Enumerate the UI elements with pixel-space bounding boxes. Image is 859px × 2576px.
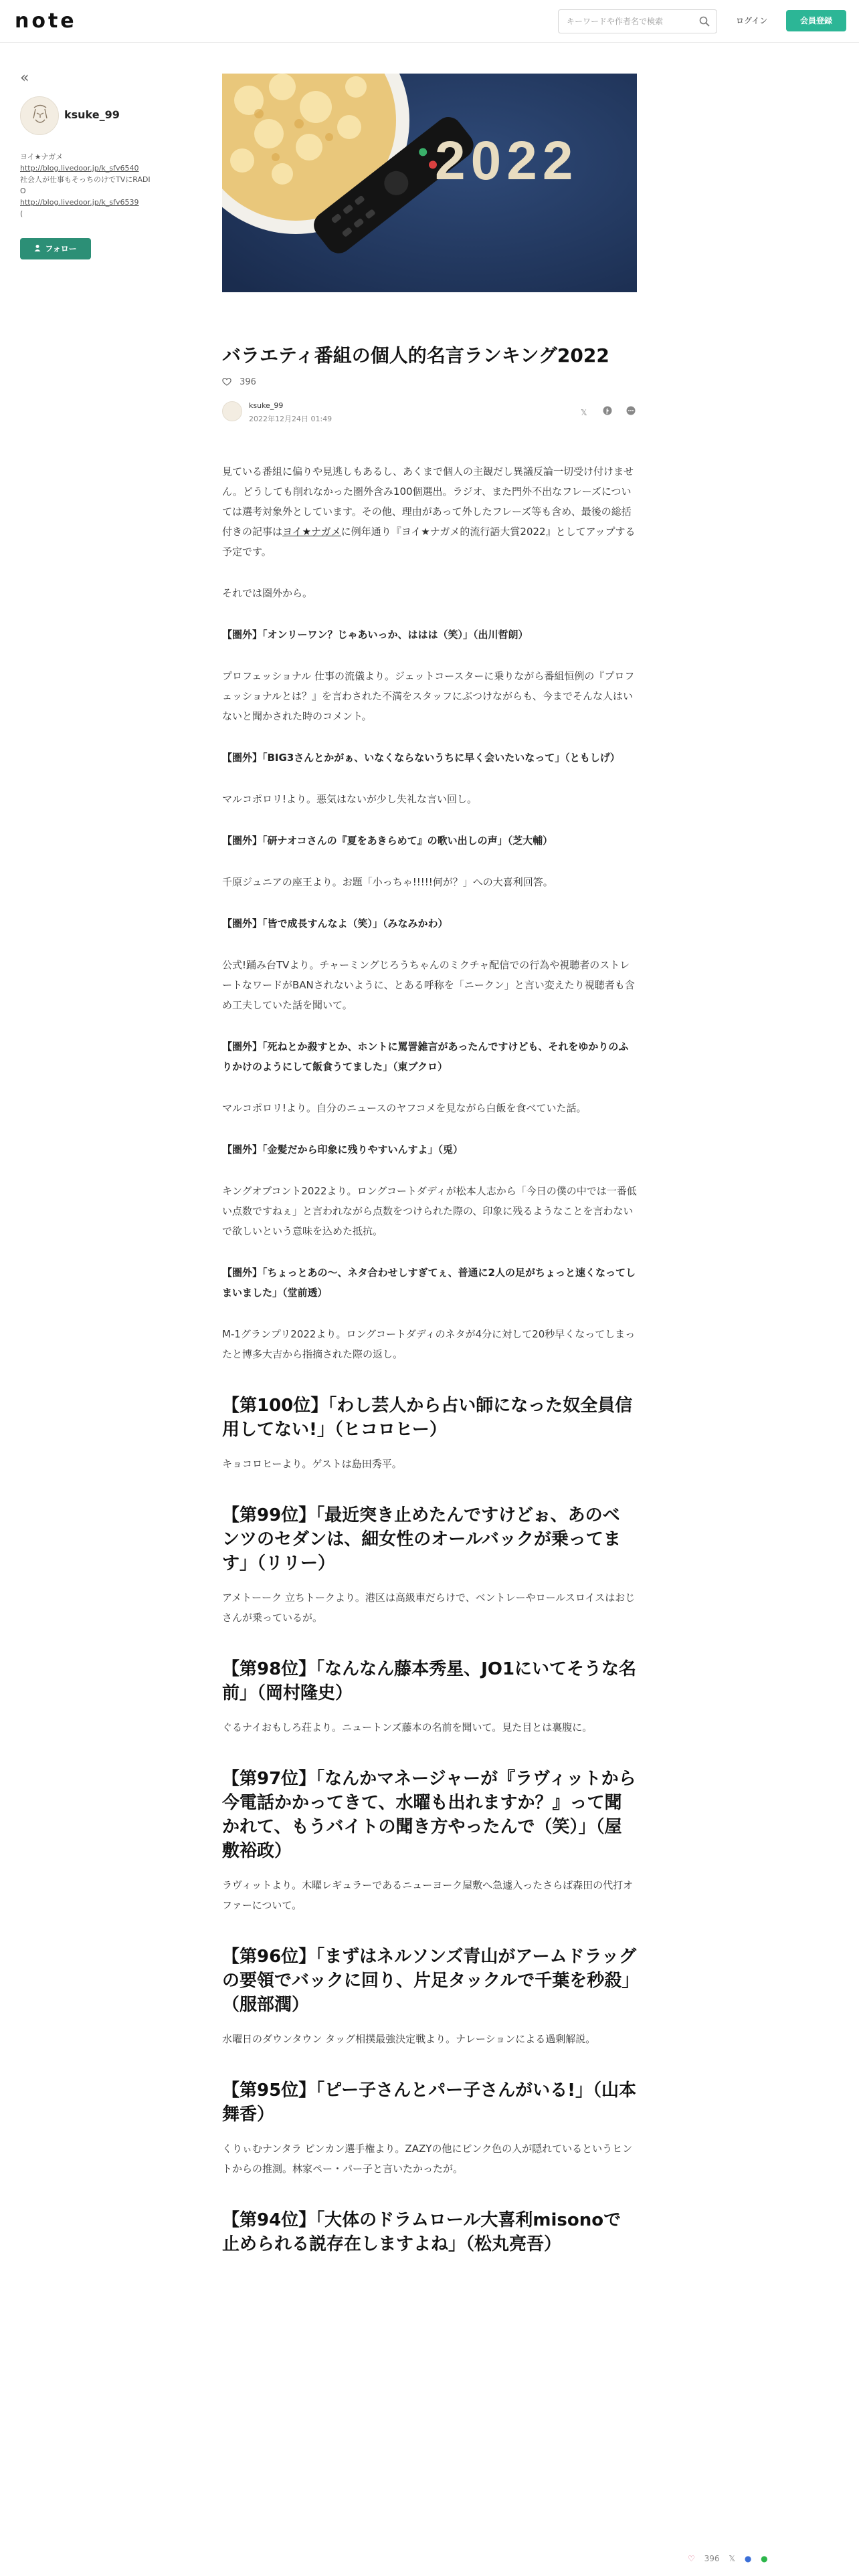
user-plus-icon: [34, 244, 42, 252]
rank-heading: 【第98位】「なんなん藤本秀星、JO1にいてそうな名前」（岡村隆史）: [222, 1659, 637, 1703]
rank-note: ラヴィットより。木曜レギュラーであるニューヨーク屋敷へ急遽入ったさらば森田の代打オファーについて。: [222, 1879, 634, 1911]
x-share-icon[interactable]: 𝕏: [580, 408, 587, 417]
intro-text: 見ている番組に偏りや見逃しもあるし、あくまで個人の主観だし異議反論一切受け付けません。どうしても削れなかった圏外含み100個選出。ラジオ、また門外不出なフレーズについては選考対象外としています。その他、理由があって外したフレーズ等も含め、最後の総括付きの記事は: [222, 465, 634, 538]
author-avatar[interactable]: [222, 401, 242, 421]
floating-like-count: 396: [704, 2554, 720, 2563]
heart-icon[interactable]: [222, 377, 231, 386]
out-of-rank-quote: 【圏外】「死ねとか殺すとか、ホントに罵詈雑言があったんですけども、それをゆかりのふりかけのようにして飯食うてました」（東ブクロ）: [222, 1041, 629, 1073]
quote-note: キングオブコント2022より。ロングコートダディが松本人志から「今日の僕の中では一番低い点数ですねぇ」と言われながら点数をつけられた際の、印象に残るようなことを言わないで欲しいという意味を込めた抵抗。: [222, 1185, 637, 1237]
quote-note: マルコポロリ!より。自分のニュースのヤフコメを見ながら白飯を食べていた話。: [222, 1102, 587, 1114]
bio-line: (: [20, 209, 23, 218]
out-of-rank-quote: 【圏外】「金髪だから印象に残りやすいんすよ」（兎）: [222, 1144, 464, 1156]
floating-action-bar: [681, 2549, 846, 2568]
floating-heart-icon[interactable]: ♡: [688, 2554, 695, 2563]
out-of-rank-quote: 【圏外】「研ナオコさんの『夏をあきらめて』の歌い出しの声」（芝大輔）: [222, 835, 553, 847]
rank-note: 水曜日のダウンタウン タッグ相撲最強決定戦より。ナレーションによる過剰解説。: [222, 2033, 596, 2045]
author-row: [222, 399, 637, 428]
share-icons: [570, 405, 637, 419]
facebook-share-icon[interactable]: [601, 406, 613, 418]
author-name[interactable]: ksuke_99: [249, 401, 284, 410]
avatar-sketch-icon: [21, 97, 60, 136]
note-logo[interactable]: note: [15, 9, 77, 33]
rank-heading: 【第94位】「大体のドラムロール大喜利misonoで止められる説存在しますよね」（松丸亮吾）: [222, 2210, 622, 2254]
rank-heading: 【第100位】「わし芸人から占い師になった奴全員信用してない!」（ヒコロヒー）: [222, 1396, 633, 1440]
rank-note: ぐるナイおもしろ荘より。ニュートンズ藤本の名前を聞いて。見た目とは裏腹に。: [222, 1721, 593, 1733]
article-title: バラエティ番組の個人的名言ランキング2022: [222, 344, 609, 366]
follow-label: フォロー: [45, 244, 77, 253]
search-box[interactable]: [558, 9, 717, 33]
floating-x-icon[interactable]: 𝕏: [729, 2554, 735, 2563]
quote-note: 千原ジュニアの座王より。お題「小っちゃ!!!!!何が？」への大喜利回答。: [222, 876, 553, 888]
rank-heading: 【第97位】「なんかマネージャーが『ラヴィットから今電話かかってきて、水曜も出れますか？』って聞かれて、もうバイトの聞き方やったんで（笑）」（屋敷裕政）: [222, 1769, 636, 1861]
bio-link[interactable]: http://blog.livedoor.jp/k_sfv6540: [20, 164, 139, 173]
paragraph: それでは圏外から。: [222, 587, 313, 599]
register-button[interactable]: 会員登録: [786, 10, 846, 31]
follow-button[interactable]: [20, 238, 91, 259]
floating-facebook-icon[interactable]: ●: [744, 2554, 752, 2563]
bio-link[interactable]: http://blog.livedoor.jp/k_sfv6539: [20, 198, 139, 207]
floating-line-icon[interactable]: ●: [761, 2554, 768, 2563]
publish-date: 2022年12月24日 01:49: [249, 415, 332, 423]
hero-image: [222, 74, 637, 292]
out-of-rank-quote: 【圏外】「皆で成長すんなよ（笑）」（みなみかわ）: [222, 918, 448, 930]
site-header: [0, 0, 859, 43]
quote-note: M-1グランプリ2022より。ロングコートダディのネタが4分に対して20秒早くなってしまったと博多大吉から指摘された際の返し。: [222, 1328, 636, 1360]
quote-note: マルコポロリ!より。悪気はないが少し失礼な言い回し。: [222, 793, 478, 805]
rank-heading: 【第95位】「ピー子さんとパー子さんがいる!」（山本舞香）: [222, 2080, 636, 2125]
intro-text: に例年通り『ヨイ★ナガメ的流行語大賞2022』としてアップする予定です。: [222, 526, 636, 558]
bio-line: ヨイ★ナガメ: [20, 152, 64, 161]
intro-link[interactable]: ヨイ★ナガメ: [282, 526, 341, 538]
rank-note: くりぃむナンタラ ピンカン選手権より。ZAZYの他にピンク色の人が隠れているというヒントからの推測。林家ペー・パー子と言いたかったが。: [222, 2143, 633, 2175]
search-icon[interactable]: [699, 16, 710, 27]
rank-note: アメトーーク 立ちトークより。港区は高級車だらけで、ベントレーやロールスロイスはおじさんが乗っているが。: [222, 1592, 636, 1624]
out-of-rank-quote: 【圏外】「BIG3さんとかがぁ、いなくならないうちに早く会いたいなって」（ともしげ）: [222, 752, 620, 764]
rank-note: キョコロヒーより。ゲストは島田秀平。: [222, 1458, 402, 1470]
out-of-rank-quote: 【圏外】「ちょっとあの〜、ネタ合わせしすぎてぇ、普通に2人の足がちょっと速くなってしまいました」（堂前透）: [222, 1267, 636, 1299]
like-row[interactable]: [222, 377, 256, 387]
user-bio: [20, 151, 151, 219]
rank-heading: 【第99位】「最近突き止めたんですけどぉ、あのベンツのセダンは、細女性のオールバックが乗ってます」（リリー）: [222, 1505, 621, 1574]
like-count: 396: [240, 377, 256, 387]
collapse-sidebar-icon[interactable]: «: [20, 70, 29, 86]
quote-note: プロフェッショナル 仕事の流儀より。ジェットコースターに乗りながら番組恒例の『プロフェッショナルとは？』を言わされた不満をスタッフにぶつけながらも、今までそんな人はいないと聞かされた時のコメント。: [222, 670, 635, 722]
article-body: [222, 461, 637, 2268]
quote-note: 公式!踊み台TVより。チャーミングじろうちゃんのミクチャ配信での行為や視聴者のストレートなワードがBANされないように、とある呼称を「ニークン」と言い変えたり視聴者も含め工夫していた話を聞いて。: [222, 959, 635, 1011]
paragraph: [222, 461, 637, 562]
out-of-rank-quote: 【圏外】「オンリーワン？じゃあいっか、ははは（笑）」（出川哲朗）: [222, 629, 529, 641]
rank-heading: 【第96位】「まずはネルソンズ青山がアームドラッグの要領でバックに回り、片足タックルで千葉を秒殺」（服部潤）: [222, 1947, 637, 2015]
more-share-icon[interactable]: [625, 406, 637, 418]
sidebar-user-name[interactable]: ksuke_99: [64, 108, 120, 121]
search-input[interactable]: [567, 11, 697, 32]
login-link[interactable]: ログイン: [736, 16, 768, 25]
hero-year-text: 2022: [435, 130, 579, 191]
bio-line: 社会人が仕事もそっちのけでTVにRADIO: [20, 175, 151, 195]
avatar[interactable]: [20, 96, 59, 135]
